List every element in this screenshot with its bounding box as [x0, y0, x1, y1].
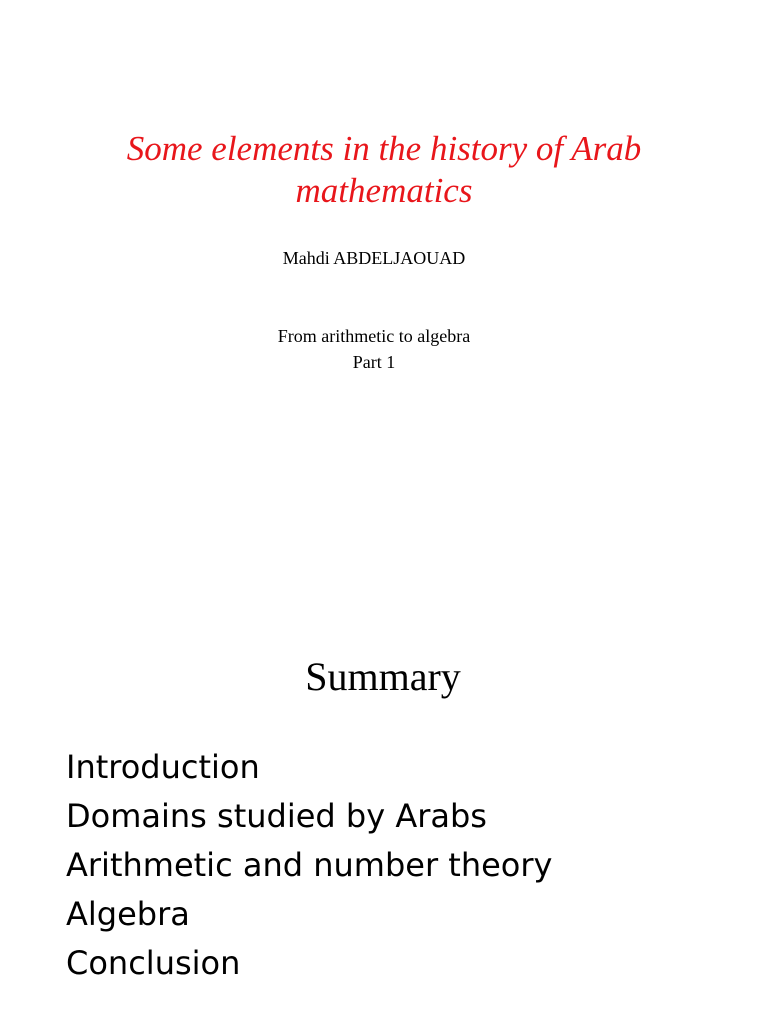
- summary-item-arithmetic: Arithmetic and number theory: [66, 846, 553, 884]
- part-label: Part 1: [352, 352, 396, 372]
- subtitle-line: From arithmetic to algebra: [277, 326, 471, 346]
- summary-item-conclusion: Conclusion: [66, 944, 241, 982]
- summary-heading: Summary: [305, 654, 461, 699]
- summary-list: [66, 743, 552, 988]
- presentation-subtitle: [0, 323, 748, 375]
- summary-slide: [0, 600, 768, 1024]
- presentation-title: Some elements in the history of Arab mathematics: [126, 129, 642, 210]
- summary-item-introduction: Introduction: [66, 748, 260, 786]
- summary-item-domains: Domains studied by Arabs: [66, 797, 487, 835]
- author-name: Mahdi ABDELJAOUAD: [282, 248, 466, 268]
- summary-item-algebra: Algebra: [66, 895, 190, 933]
